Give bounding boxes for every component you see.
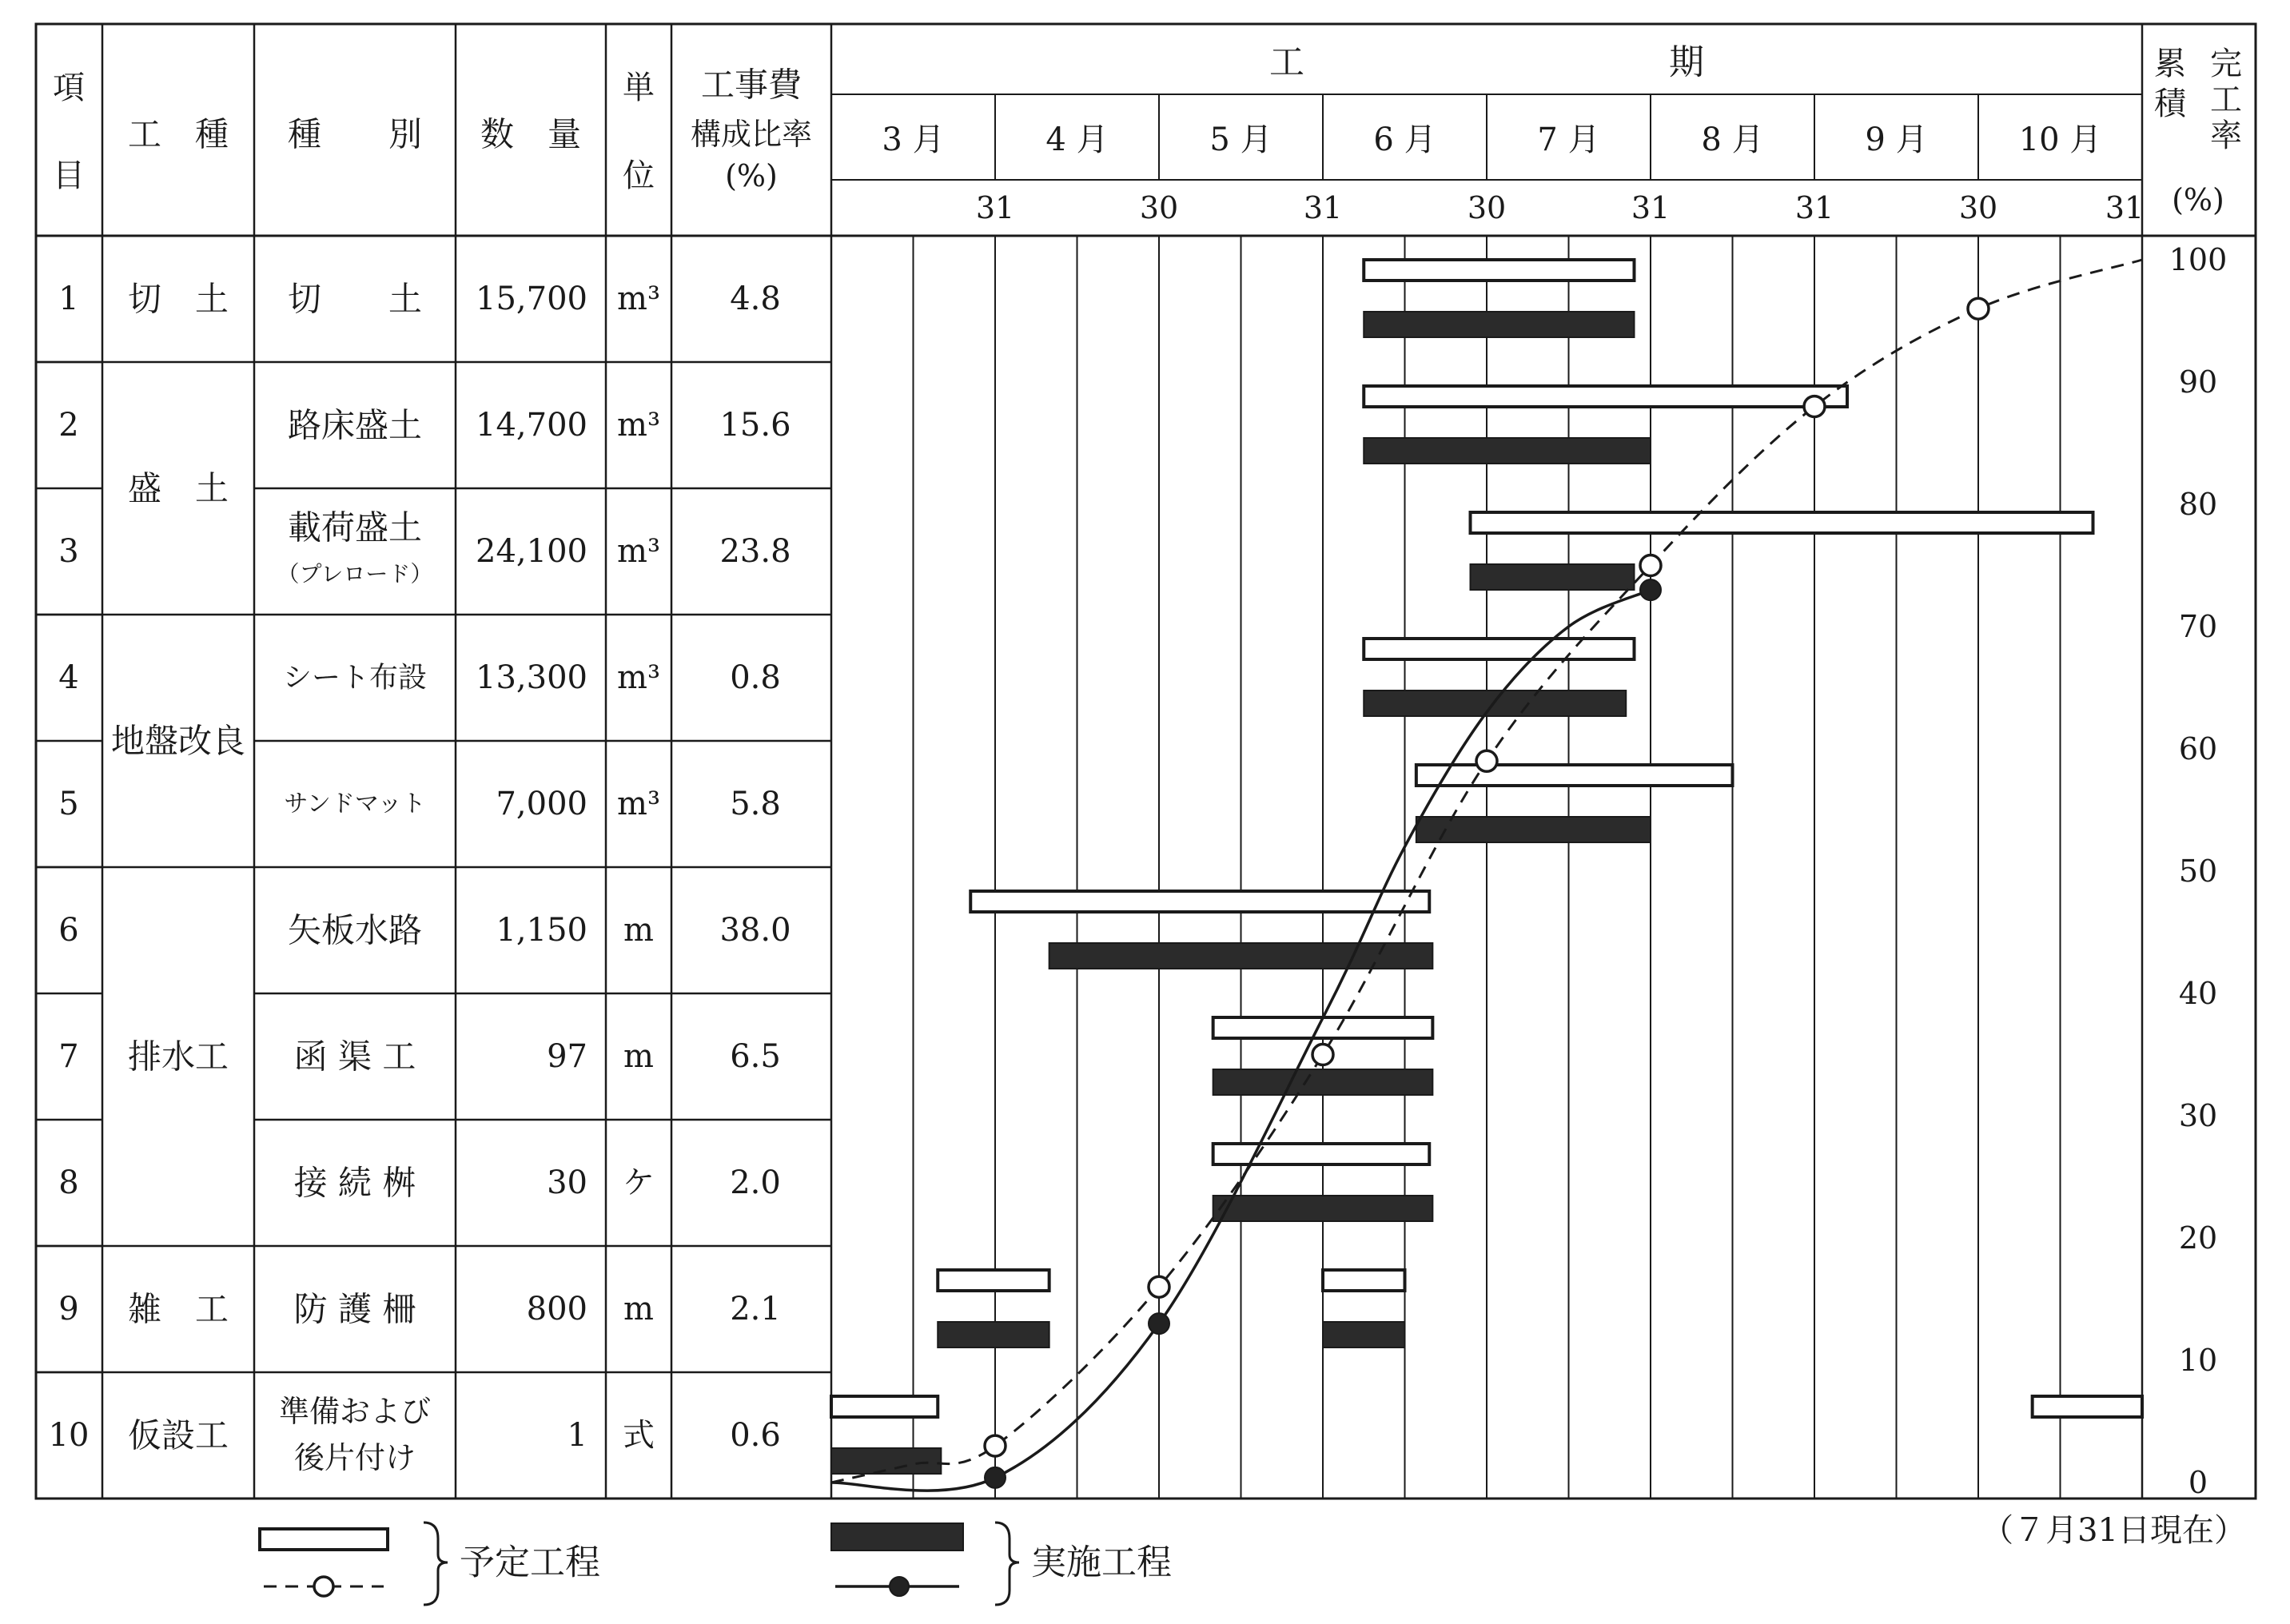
- row-quantity: 15,700: [476, 281, 587, 317]
- header-cumulative-2: 積: [2154, 86, 2186, 122]
- merged-work-type: 地盤改良: [110, 721, 246, 761]
- row-quantity: 7,000: [496, 786, 587, 822]
- y-tick-label: 90: [2178, 364, 2218, 400]
- row-ratio: 2.1: [730, 1291, 781, 1327]
- header-unit-1: 単: [623, 70, 655, 106]
- actual-bar: [1364, 312, 1634, 337]
- legend-actual-bar: [831, 1523, 963, 1550]
- row-no: 5: [58, 786, 79, 822]
- header-period-2: 期: [1669, 42, 1704, 83]
- actual-marker: [1640, 579, 1661, 600]
- row-category: 載荷盛土: [287, 508, 423, 547]
- row-unit: m³: [617, 786, 660, 822]
- row-no: 10: [48, 1417, 90, 1454]
- y-tick-label: 70: [2178, 609, 2218, 644]
- y-tick-label: 40: [2178, 976, 2218, 1011]
- header-completion-3: 率: [2210, 117, 2242, 154]
- month-label: 9 月: [1865, 121, 1928, 158]
- row-ratio: 38.0: [719, 912, 791, 949]
- month-end-day: 31: [1794, 190, 1834, 225]
- row-category-sub: 後片付け: [293, 1440, 416, 1475]
- merged-work-type: 盛 土: [127, 468, 229, 508]
- planned-marker: [1312, 1045, 1333, 1065]
- row-unit: m³: [617, 659, 660, 696]
- y-tick-label: 0: [2188, 1465, 2208, 1500]
- planned-marker: [1476, 750, 1497, 771]
- planned-marker: [1804, 396, 1825, 417]
- header-unit-2: 位: [623, 157, 655, 194]
- month-label: 4 月: [1045, 121, 1109, 158]
- planned-marker: [1968, 298, 1989, 319]
- row-category: シート布設: [282, 661, 428, 695]
- month-label: 8 月: [1701, 121, 1764, 158]
- actual-bar: [1213, 1069, 1433, 1095]
- row-work-type: 切 土: [127, 279, 229, 319]
- month-label: 6 月: [1373, 121, 1436, 158]
- row-ratio: 0.8: [730, 659, 781, 696]
- month-end-day: 31: [975, 190, 1015, 225]
- row-category: 路床盛土: [287, 405, 423, 445]
- row-category: 切 土: [287, 279, 423, 319]
- legend-actual-marker: [890, 1577, 909, 1596]
- actual-marker: [985, 1467, 1006, 1488]
- planned-bar: [1213, 1144, 1430, 1164]
- header-cumulative-1: 累: [2154, 46, 2186, 82]
- row-no: 8: [58, 1164, 79, 1201]
- row-unit: m³: [617, 407, 660, 444]
- planned-marker: [1640, 555, 1661, 576]
- legend-planned-marker: [314, 1577, 333, 1596]
- row-quantity: 14,700: [476, 407, 587, 444]
- y-tick-label: 20: [2178, 1220, 2218, 1256]
- table-frame: [36, 24, 2256, 1499]
- planned-bar: [831, 1396, 938, 1417]
- header-percent: (%): [2172, 182, 2224, 217]
- planned-bar: [970, 891, 1429, 912]
- row-unit: m³: [617, 533, 660, 570]
- month-end-day: 30: [1139, 190, 1179, 225]
- month-label: 10 月: [2018, 121, 2102, 158]
- legend-actual-label: 実施工程: [1031, 1542, 1172, 1583]
- actual-marker: [1149, 1313, 1169, 1334]
- row-quantity: 13,300: [476, 659, 587, 696]
- header-item-no-1: 項: [53, 70, 85, 106]
- row-category: 矢板水路: [287, 910, 423, 950]
- month-end-day: 31: [1631, 190, 1671, 225]
- header-cost-ratio-1: 工事費: [700, 65, 802, 105]
- as-of-date: （７月31日現在）: [1981, 1512, 2246, 1549]
- header-cost-ratio-2: 構成比率: [690, 117, 813, 152]
- header-category: 種 別: [287, 114, 423, 154]
- row-quantity: 30: [547, 1164, 587, 1201]
- month-label: 3 月: [882, 121, 945, 158]
- row-unit: m: [623, 1291, 654, 1327]
- header-quantity: 数 量: [480, 114, 582, 154]
- planned-bar: [938, 1270, 1049, 1291]
- actual-bar: [1364, 438, 1651, 464]
- legend-planned-brace: [424, 1522, 448, 1605]
- row-unit: ケ: [623, 1164, 655, 1201]
- row-no: 7: [58, 1038, 79, 1075]
- header-item-no-2: 目: [53, 157, 85, 194]
- actual-bar: [938, 1322, 1049, 1347]
- row-quantity: 1,150: [496, 912, 587, 949]
- actual-bar: [1049, 943, 1433, 969]
- row-work-type: 仮設工: [127, 1415, 229, 1455]
- legend-actual-brace: [995, 1522, 1019, 1605]
- planned-marker: [1149, 1276, 1169, 1297]
- row-no: 6: [58, 912, 79, 949]
- month-end-day: 30: [1958, 190, 1998, 225]
- row-ratio: 5.8: [730, 786, 781, 822]
- row-unit: m: [623, 1038, 654, 1075]
- header-work-type: 工 種: [127, 114, 229, 154]
- y-tick-label: 80: [2178, 487, 2218, 522]
- month-end-day: 30: [1467, 190, 1507, 225]
- row-category: 準備および: [278, 1394, 432, 1429]
- actual-bar: [831, 1448, 941, 1474]
- row-work-type: 雑 工: [127, 1289, 229, 1329]
- planned-bar: [2033, 1396, 2142, 1417]
- legend-planned-bar: [260, 1529, 388, 1550]
- row-category-sub: （プレロード）: [277, 560, 433, 587]
- y-tick-label: 50: [2178, 854, 2218, 889]
- planned-bar: [1416, 765, 1733, 786]
- header-completion-2: 工: [2210, 82, 2242, 118]
- actual-bar: [1323, 1322, 1405, 1347]
- row-category: 防 護 柵: [293, 1289, 416, 1329]
- planned-bar: [1323, 1270, 1405, 1291]
- row-no: 3: [58, 533, 79, 570]
- row-ratio: 6.5: [730, 1038, 781, 1075]
- header-completion-1: 完: [2210, 46, 2242, 82]
- row-work-type: 排水工: [127, 1037, 229, 1077]
- row-unit: 式: [623, 1417, 655, 1454]
- row-category: 接 続 桝: [293, 1163, 416, 1203]
- month-label: 7 月: [1537, 121, 1600, 158]
- header-cost-ratio-3: (%): [725, 158, 778, 193]
- planned-bar: [1364, 639, 1634, 659]
- row-no: 9: [58, 1291, 79, 1327]
- row-quantity: 97: [547, 1038, 587, 1075]
- row-no: 2: [58, 407, 79, 444]
- row-ratio: 23.8: [719, 533, 791, 570]
- legend-planned-label: 予定工程: [460, 1542, 600, 1583]
- row-unit: m: [623, 912, 654, 949]
- month-end-day: 31: [1303, 190, 1343, 225]
- planned-bar: [1364, 260, 1634, 281]
- planned-bar: [1364, 386, 1847, 407]
- actual-bar: [1213, 1196, 1433, 1221]
- row-ratio: 2.0: [730, 1164, 781, 1201]
- y-tick-label: 10: [2178, 1343, 2218, 1378]
- row-category: サンドマット: [284, 790, 426, 818]
- header-period-1: 工: [1269, 42, 1304, 83]
- y-tick-label: 100: [2169, 242, 2228, 277]
- y-tick-label: 60: [2178, 731, 2218, 766]
- row-quantity: 24,100: [476, 533, 587, 570]
- row-quantity: 800: [526, 1291, 587, 1327]
- row-unit: m³: [617, 281, 660, 317]
- month-label: 5 月: [1209, 121, 1272, 158]
- row-ratio: 15.6: [719, 407, 791, 444]
- row-no: 4: [58, 659, 79, 696]
- row-ratio: 4.8: [730, 281, 781, 317]
- y-tick-label: 30: [2178, 1098, 2218, 1133]
- month-end-day: 31: [2105, 190, 2145, 225]
- row-ratio: 0.6: [730, 1417, 781, 1454]
- planned-marker: [985, 1435, 1006, 1456]
- row-no: 1: [58, 281, 79, 317]
- row-category: 函 渠 工: [293, 1037, 416, 1077]
- actual-bar: [1471, 564, 1635, 590]
- row-quantity: 1: [567, 1417, 587, 1454]
- planned-bar: [1471, 512, 2093, 533]
